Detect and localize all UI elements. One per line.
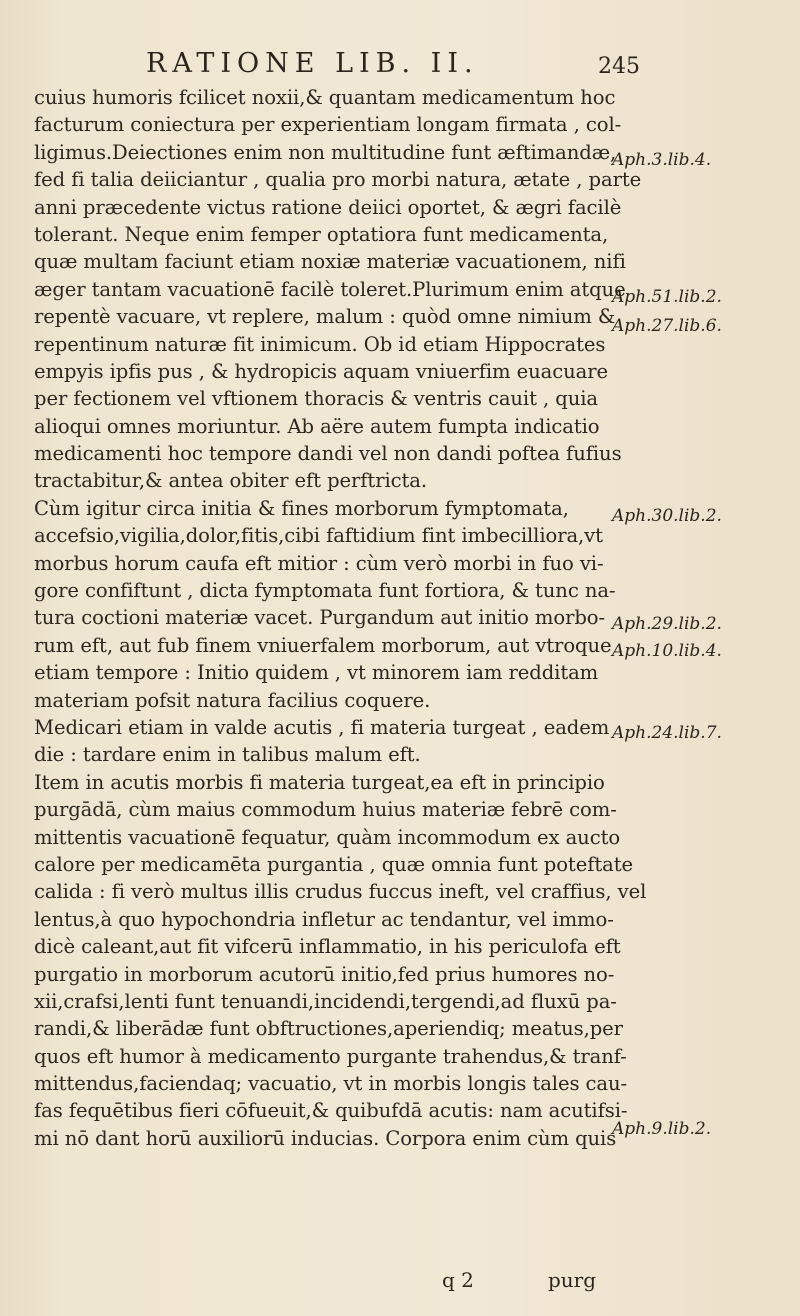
- text-line: gore confiftunt , dicta fymptomata funt fortiora, & tunc na-: [34, 579, 616, 603]
- text-line: fed fi talia deiiciantur , qualia pro morbi natura, ætate , parte: [34, 168, 642, 192]
- text-line: xii,crafsi,lenti funt tenuandi,incidendi,tergendi,ad fluxū pa-: [34, 989, 617, 1013]
- text-line: etiam tempore : Initio quidem , vt minorem iam redditam: [34, 661, 599, 685]
- text-line: Medicari etiam in valde acutis , fi materia turgeat , eadem: [34, 715, 610, 739]
- text-line: morbus horum caufa eft mitior : cùm verò morbi in fuo vi-: [34, 551, 604, 575]
- text-line: empyis ipfis pus , & hydropicis aquam vniuerfim euacuare: [34, 359, 608, 383]
- text-line: accefsio,vigilia,dolor,fitis,cibi faftidium fint imbecilliora,vt: [34, 524, 603, 548]
- page-number: 245: [598, 54, 640, 79]
- text-line: quæ multam faciunt etiam noxiæ materiæ vacuationem, nifi: [34, 250, 626, 274]
- text-line: Item in acutis morbis fi materia turgeat,ea eft in principio: [34, 770, 605, 794]
- text-line: randi,& liberādæ funt obftructiones,aperiendiq; meatus,per: [34, 1017, 623, 1041]
- catchword: purg: [548, 1268, 597, 1292]
- text-line: per fectionem vel vftionem thoracis & ventris cauit , quia: [34, 387, 598, 411]
- text-line: cuius humoris fcilicet noxii,& quantam medicamentum hoc: [34, 86, 616, 109]
- text-line: tractabitur,& antea obiter eft perftricta.: [34, 469, 427, 493]
- text-line: dicè caleant,aut fit vifcerū inflammatio, in his periculofa eft: [34, 935, 621, 959]
- text-line: calore per medicamēta purgantia , quæ omnia funt poteftate: [34, 852, 633, 876]
- text-line: materiam pofsit natura facilius coquere.: [34, 688, 431, 712]
- text-line: tolerant. Neque enim femper optatiora funt medicamenta,: [34, 222, 609, 246]
- text-line: purgādā, cùm maius commodum huius materiæ febrē com-: [34, 798, 617, 822]
- text-line: purgatio in morborum acutorū initio,fed prius humores no-: [34, 962, 615, 986]
- text-line: anni præcedente victus ratione deiici oportet, & ægri facilè: [34, 195, 622, 219]
- text-line: die : tardare enim in talibus malum eft.: [34, 743, 421, 767]
- text-line: fas fequētibus fieri cōfueuit,& quibufdā acutis: nam acutifsi-: [34, 1099, 628, 1123]
- text-line: Cùm igitur circa initia & fines morborum fymptomata,: [34, 496, 569, 520]
- text-line: æger tantam vacuationē facilè toleret.Plurimum enim atque: [34, 277, 626, 301]
- margin-note: Aph.9.lib.2.: [612, 1119, 712, 1139]
- text-line: tura coctioni materiæ vacet. Purgandum aut initio morbo-: [34, 606, 606, 630]
- signature-mark: q 2: [442, 1268, 474, 1292]
- margin-note: Aph.30.lib.2.: [612, 506, 722, 526]
- text-line: facturum coniectura per experientiam longam firmata , col-: [34, 113, 622, 137]
- margin-note: Aph.27.lib.6.: [612, 316, 722, 336]
- running-head: RATIONE LIB. II.: [146, 48, 479, 79]
- text-line: calida : fi verò multus illis crudus fuccus ineft, vel craffius, vel: [34, 880, 647, 904]
- margin-note: Aph.51.lib.2.: [612, 287, 722, 307]
- text-line: ligimus.Deiectiones enim non multitudine funt æftimandæ,: [34, 140, 617, 164]
- text-line: quos eft humor à medicamento purgante trahendus,& tranf-: [34, 1044, 627, 1068]
- text-line: alioqui omnes moriuntur. Ab aëre autem fumpta indicatio: [34, 414, 600, 438]
- text-line: mittendus,faciendaq; vacuatio, vt in morbis longis tales cau-: [34, 1072, 628, 1096]
- text-line: rum eft, aut fub finem vniuerfalem morborum, aut vtroque: [34, 633, 612, 657]
- text-line: lentus,à quo hypochondria infletur ac tendantur, vel immo-: [34, 907, 614, 931]
- text-line: repentinum naturæ fit inimicum. Ob id etiam Hippocrates: [34, 332, 606, 356]
- margin-note: Aph.29.lib.2.: [612, 614, 722, 634]
- text-line: mi nō dant horū auxiliorū inducias. Corpora enim cùm quis: [34, 1126, 617, 1150]
- margin-note: Aph.24.lib.7.: [612, 723, 722, 743]
- margin-note: Aph.10.lib.4.: [612, 641, 722, 661]
- margin-note: Aph.3.lib.4.: [612, 150, 712, 170]
- text-line: medicamenti hoc tempore dandi vel non dandi poftea fufius: [34, 442, 622, 466]
- text-line: mittentis vacuationē fequatur, quàm incommodum ex aucto: [34, 825, 621, 849]
- text-line: repentè vacuare, vt replere, malum : quòd omne nimium &: [34, 305, 616, 329]
